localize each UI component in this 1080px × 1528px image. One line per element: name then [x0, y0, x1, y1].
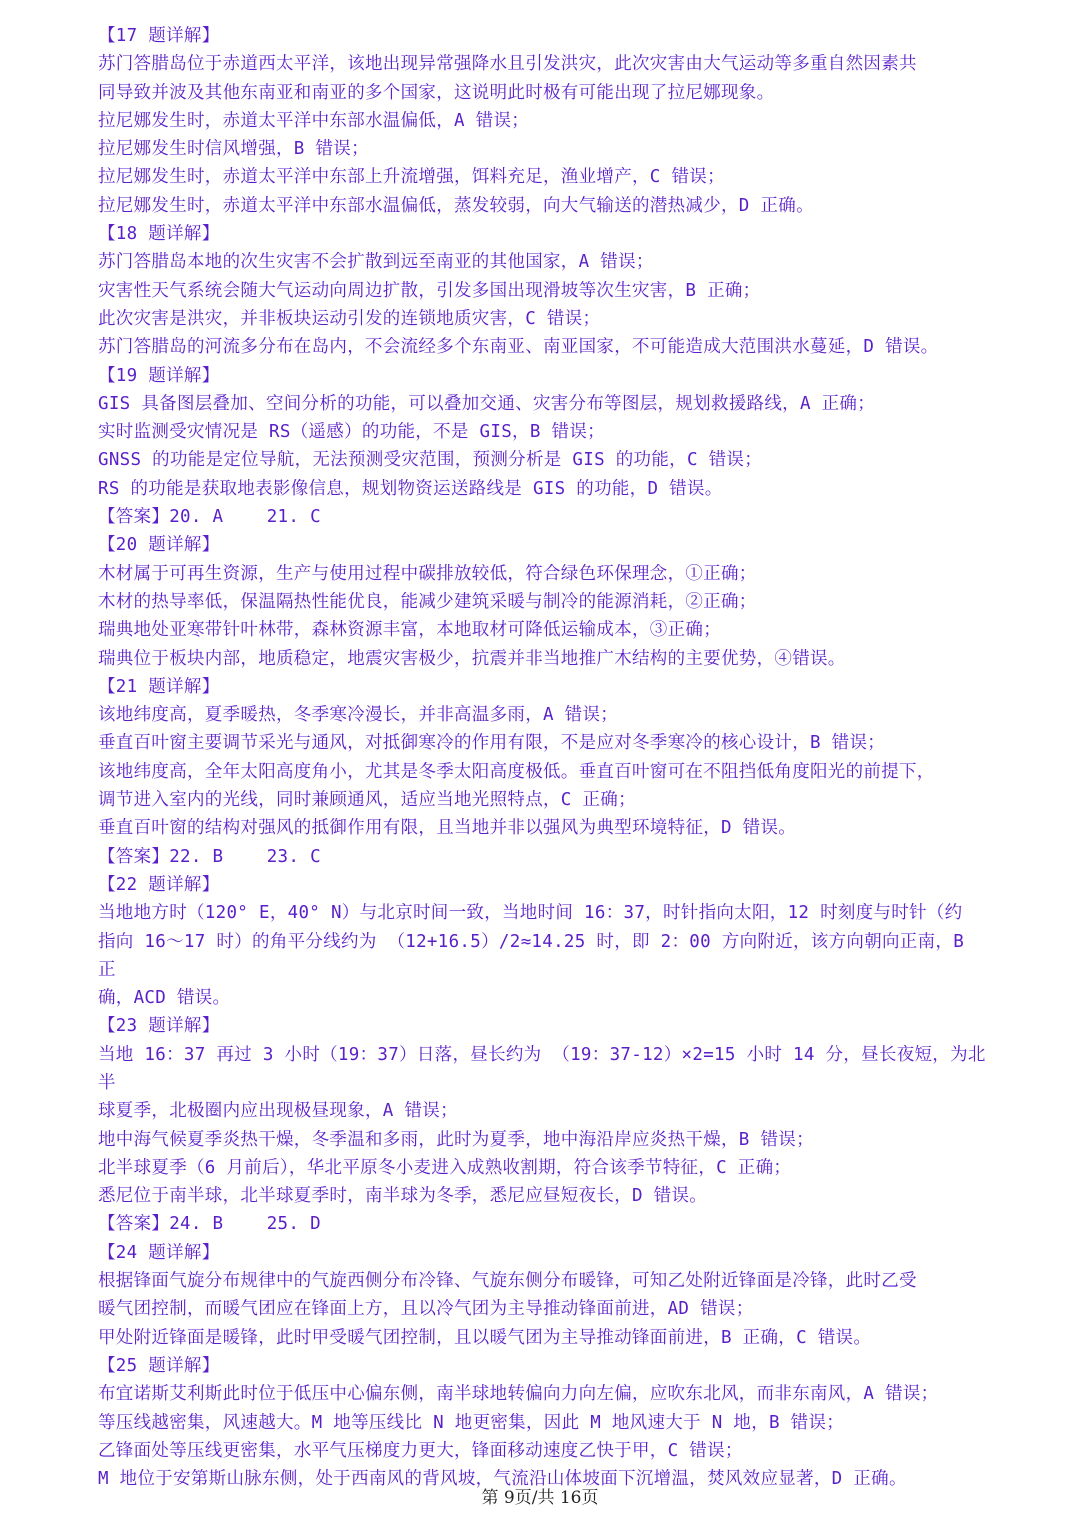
- page-number: 第 9页/共 16页: [481, 1488, 599, 1508]
- line-13: 【19 题详解】: [98, 365, 220, 386]
- line-09: 苏门答腊岛本地的次生灾害不会扩散到远至南亚的其他国家，A 错误；: [98, 252, 654, 273]
- line-25: 该地纬度高，夏季暖热，冬季寒冷漫长，并非高温多雨，A 错误；: [98, 705, 619, 726]
- line-23: 瑞典位于板块内部，地质稳定，地震灾害极少，抗震并非当地推广木结构的主要优势，④错误。: [98, 648, 846, 669]
- line-06: 拉尼娜发生时，赤道太平洋中东部上升流增强，饵料充足，渔业增产，C 错误；: [98, 167, 725, 188]
- line-41: 【答案】24. B 25. D: [98, 1214, 321, 1235]
- line-46: 【25 题详解】: [98, 1355, 220, 1376]
- line-15: 实时监测受灾情况是 RS（遥感）的功能，不是 GIS，B 错误；: [98, 422, 605, 443]
- line-47: 布宜诺斯艾利斯此时位于低压中心偏东侧，南半球地转偏向力向左偏，应吹东北风，而非东南风，A 错误；: [98, 1384, 939, 1405]
- line-48: 等压线越密集，风速越大。M 地等压线比 N 地更密集，因此 M 地风速大于 N 地，B 错误；: [98, 1412, 845, 1433]
- line-43: 根据锋面气旋分布规律中的气旋西侧分布冷锋、气旋东侧分布暖锋，可知乙处附近锋面是冷锋，此时乙受: [98, 1271, 917, 1292]
- line-10: 灾害性天气系统会随大气运动向周边扩散，引发多国出现滑坡等次生灾害，B 正确；: [98, 280, 761, 301]
- line-32: 当地地方时（120° E，40° N）与北京时间一致，当地时间 16：37，时针指向太阳，12 时刻度与时针（约: [98, 903, 963, 924]
- line-01: 【17 题详解】: [98, 26, 220, 46]
- line-02: 苏门答腊岛位于赤道西太平洋，该地出现异常强降水且引发洪灾，此次灾害由大气运动等多重自然因素共: [98, 54, 917, 75]
- line-28: 调节进入室内的光线，同时兼顾通风，适应当地光照特点，C 正确；: [98, 790, 636, 811]
- line-39: 北半球夏季（6 月前后），华北平原冬小麦进入成熟收割期，符合该季节特征，C 正确；: [98, 1157, 792, 1178]
- line-11: 此次灾害是洪灾，并非板块运动引发的连锁地质灾害，C 错误；: [98, 308, 601, 329]
- line-20: 木材属于可再生资源，生产与使用过程中碳排放较低，符合绿色环保理念，①正确；: [98, 563, 757, 584]
- line-37: 球夏季，北极圈内应出现极昼现象，A 错误；: [98, 1101, 458, 1122]
- line-21: 木材的热导率低，保温隔热性能优良，能减少建筑采暖与制冷的能源消耗，②正确；: [98, 591, 757, 612]
- line-42: 【24 题详解】: [98, 1242, 220, 1263]
- line-14: GIS 具备图层叠加、空间分析的功能，可以叠加交通、灾害分布等图层，规划救援路线，A 正确；: [98, 393, 876, 414]
- line-08: 【18 题详解】: [98, 224, 220, 245]
- line-35: 【23 题详解】: [98, 1016, 220, 1037]
- line-33: 指向 16～17 时）的角平分线约为 （12+16.5）/2≈14.25 时，即 2：00 方向附近，该方向朝向正南，B 正: [98, 931, 975, 980]
- line-27: 该地纬度高，全年太阳高度角小，尤其是冬季太阳高度极低。垂直百叶窗可在不阻挡低角度阳光的前提下，: [98, 761, 935, 782]
- line-50: M 地位于安第斯山脉东侧，处于西南风的背风坡，气流沿山体坡面下沉增温，焚风效应显著，D 正确。: [98, 1469, 907, 1490]
- line-49: 乙锋面处等压线更密集，水平气压梯度力更大，锋面移动速度乙快于甲，C 错误；: [98, 1440, 743, 1461]
- line-36: 当地 16：37 再过 3 小时（19：37）日落，昼长约为 （19：37-12）×2=15 小时 14 分，昼长夜短，为北半: [98, 1044, 986, 1093]
- line-44: 暖气团控制，而暖气团应在锋面上方，且以冷气团为主导推动锋面前进，AD 错误；: [98, 1299, 754, 1320]
- line-03: 同导致并波及其他东南亚和南亚的多个国家，这说明此时极有可能出现了拉尼娜现象。: [98, 82, 775, 103]
- line-38: 地中海气候夏季炎热干燥，冬季温和多雨，此时为夏季，地中海沿岸应炎热干燥，B 错误；: [98, 1129, 814, 1150]
- line-34: 确，ACD 错误。: [98, 988, 231, 1009]
- line-31: 【22 题详解】: [98, 874, 220, 895]
- line-16: GNSS 的功能是定位导航，无法预测受灾范围，预测分析是 GIS 的功能，C 错误；: [98, 450, 763, 471]
- line-26: 垂直百叶窗主要调节采光与通风，对抵御寒冷的作用有限，不是应对冬季寒冷的核心设计，B 错误；: [98, 733, 886, 754]
- line-12: 苏门答腊岛的河流多分布在岛内，不会流经多个东南亚、南亚国家，不可能造成大范围洪水蔓延，D 错误。: [98, 337, 939, 358]
- line-40: 悉尼位于南半球，北半球夏季时，南半球为冬季，悉尼应昼短夜长，D 错误。: [98, 1186, 708, 1207]
- line-17: RS 的功能是获取地表影像信息，规划物资运送路线是 GIS 的功能，D 错误。: [98, 478, 723, 499]
- line-22: 瑞典地处亚寒带针叶林带，森林资源丰富，本地取材可降低运输成本，③正确；: [98, 620, 721, 641]
- line-30: 【答案】22. B 23. C: [98, 846, 321, 867]
- line-18: 【答案】20. A 21. C: [98, 507, 321, 528]
- line-29: 垂直百叶窗的结构对强风的抵御作用有限，且当地并非以强风为典型环境特征，D 错误。: [98, 818, 797, 839]
- line-24: 【21 题详解】: [98, 676, 220, 697]
- line-04: 拉尼娜发生时，赤道太平洋中东部水温偏低，A 错误；: [98, 110, 530, 131]
- line-05: 拉尼娜发生时信风增强，B 错误；: [98, 139, 369, 160]
- explanation-body: [98, 22, 988, 1493]
- line-07: 拉尼娜发生时，赤道太平洋中东部水温偏低，蒸发较弱，向大气输送的潜热减少，D 正确。: [98, 195, 814, 216]
- line-19: 【20 题详解】: [98, 535, 220, 556]
- line-45: 甲处附近锋面是暖锋，此时甲受暖气团控制，且以暖气团为主导推动锋面前进，B 正确，C 错误。: [98, 1327, 872, 1348]
